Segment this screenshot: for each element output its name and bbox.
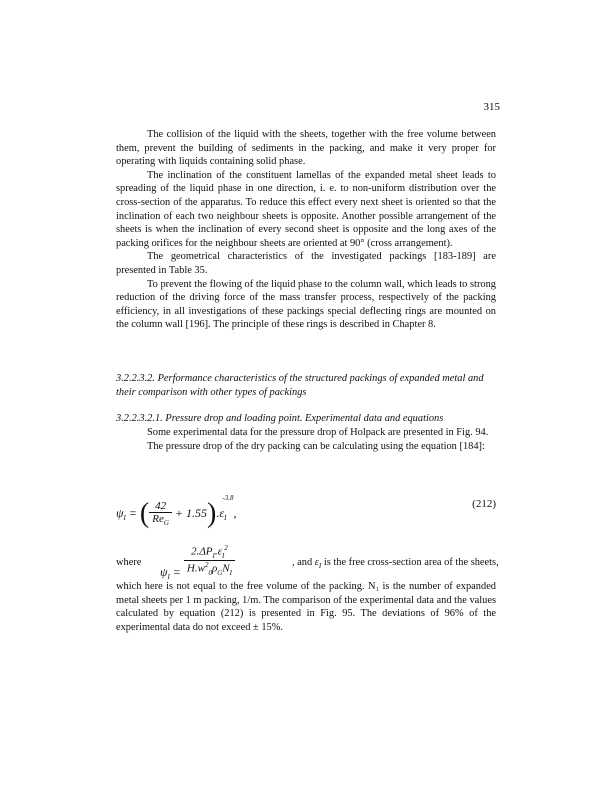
where-lhs: ψ [160, 565, 168, 580]
eq-fraction-num: 42 [149, 500, 172, 513]
paragraph-dry-packing: The pressure drop of the dry packing can be calculating using the equation [184]: [147, 440, 485, 452]
where-lhs-sub: I [167, 573, 170, 582]
where-num-eps-sup: 2 [224, 544, 228, 552]
where-eps: ε [314, 557, 319, 568]
where-den-c-sub: I [229, 568, 232, 577]
where-den-sub: 0 [208, 568, 212, 577]
where-num: 2.ΔP [191, 545, 213, 558]
paragraph-geometry: The geometrical characteristics of the investigated packings [183-189] are presented in Table 35. [116, 251, 496, 276]
body-text-middle [116, 426, 496, 453]
equation-number: (212) [472, 498, 496, 510]
where-num-eps: .ε [214, 545, 222, 558]
equation-212: $\psi_I$ = ( $\frac{42}{Re_G}$ + $1.55).\varepsilon_I^{-3.8}$, (212) [116, 493, 496, 529]
where-eps-sub: I [318, 562, 322, 571]
eq-fraction [149, 500, 172, 527]
eq-fraction-den-sub: G [163, 519, 169, 528]
section-heading: 3.2.2.3.2. Performance characteristics of the structured packings of expanded metal and their comparison with other types of packings [116, 373, 484, 398]
paragraph-closing: which here is not equal to the free volume of the packing. N₁ is the number of expanded metal sheets per 1 m packing, 1/m. The comparison of the experimental data and the values calculated by equation (212) is presented in Fig. 95. The deviations of 96% of the experimental data do not exceed ± 15%. [116, 581, 496, 633]
eq-plus-term: + 1.55 [174, 505, 208, 520]
where-den-b: ρ [211, 562, 218, 575]
where-num-eps-sub: I [221, 551, 225, 560]
eq-lhs: ψ [116, 505, 124, 520]
eq-eps-sup: -3.8 [222, 493, 234, 502]
where-word: where [116, 557, 142, 568]
paragraph-inclination: The inclination of the constituent lamellas of the expanded metal sheet leads to spreading of the liquid phase in one direction, i. e. to non-uniform distribution over the cross-section of the apparatus. To reduce this effect every next sheet is oriented so that the inclination of each two neighbour sheets is opposite. Another possible arrangement of the sheets is when the inclination of every second sheet is opposite and the long axes of the packing orifices for the neighbour sheets are oriented at 90° (cross arrangement). [116, 169, 496, 249]
where-fraction [184, 544, 235, 577]
paragraph-holpack-data: Some experimental data for the pressure drop of Holpack are presented in Fig. 94. [147, 427, 489, 438]
where-num-sub: I [212, 551, 215, 560]
where-tail-b: is the free cross-section area of the sheets, [321, 557, 499, 568]
page-number: 315 [483, 101, 500, 113]
subsection-heading: 3.2.2.3.2.1. Pressure drop and loading point. Experimental data and equations [116, 413, 444, 424]
where-tail-a: , and [292, 557, 315, 568]
eq-fraction-den: Re [152, 513, 164, 526]
paragraph-deflecting-rings: To prevent the flowing of the liquid phase to the column wall, which leads to strong reduction of the driving force of the mass transfer process, respectively of the packing efficiency, in all investigations of these packings special deflecting rings are mounted on the column wall [196]. The principle of these rings is described in Chapter 8. [116, 278, 496, 331]
where-den-sup: 2 [204, 560, 209, 569]
eq-eps-sub: I [224, 514, 227, 523]
where-definition: where $\psi_I$ = $\frac{2.\Delta P_I.\varepsilon_I^2}{H.w^2_0\rho_GN_I}$ , and $\varepsilon_I$ is the free cross-section area of the sheets, [116, 544, 499, 582]
body-text-upper [116, 128, 496, 332]
paragraph-collision: The collision of the liquid with the sheets, together with the free volume between them, prevent the building of sediments in the packing, and make it very proper for operating with liquids containing solid phase. [116, 129, 496, 168]
where-den-c: N [222, 562, 230, 575]
eq-eps: ε [219, 505, 225, 520]
eq-lhs-sub: I [123, 514, 126, 523]
where-den-a: H.w [186, 562, 205, 575]
body-text-lower [116, 580, 496, 634]
where-den-b-sub: G [217, 568, 223, 577]
